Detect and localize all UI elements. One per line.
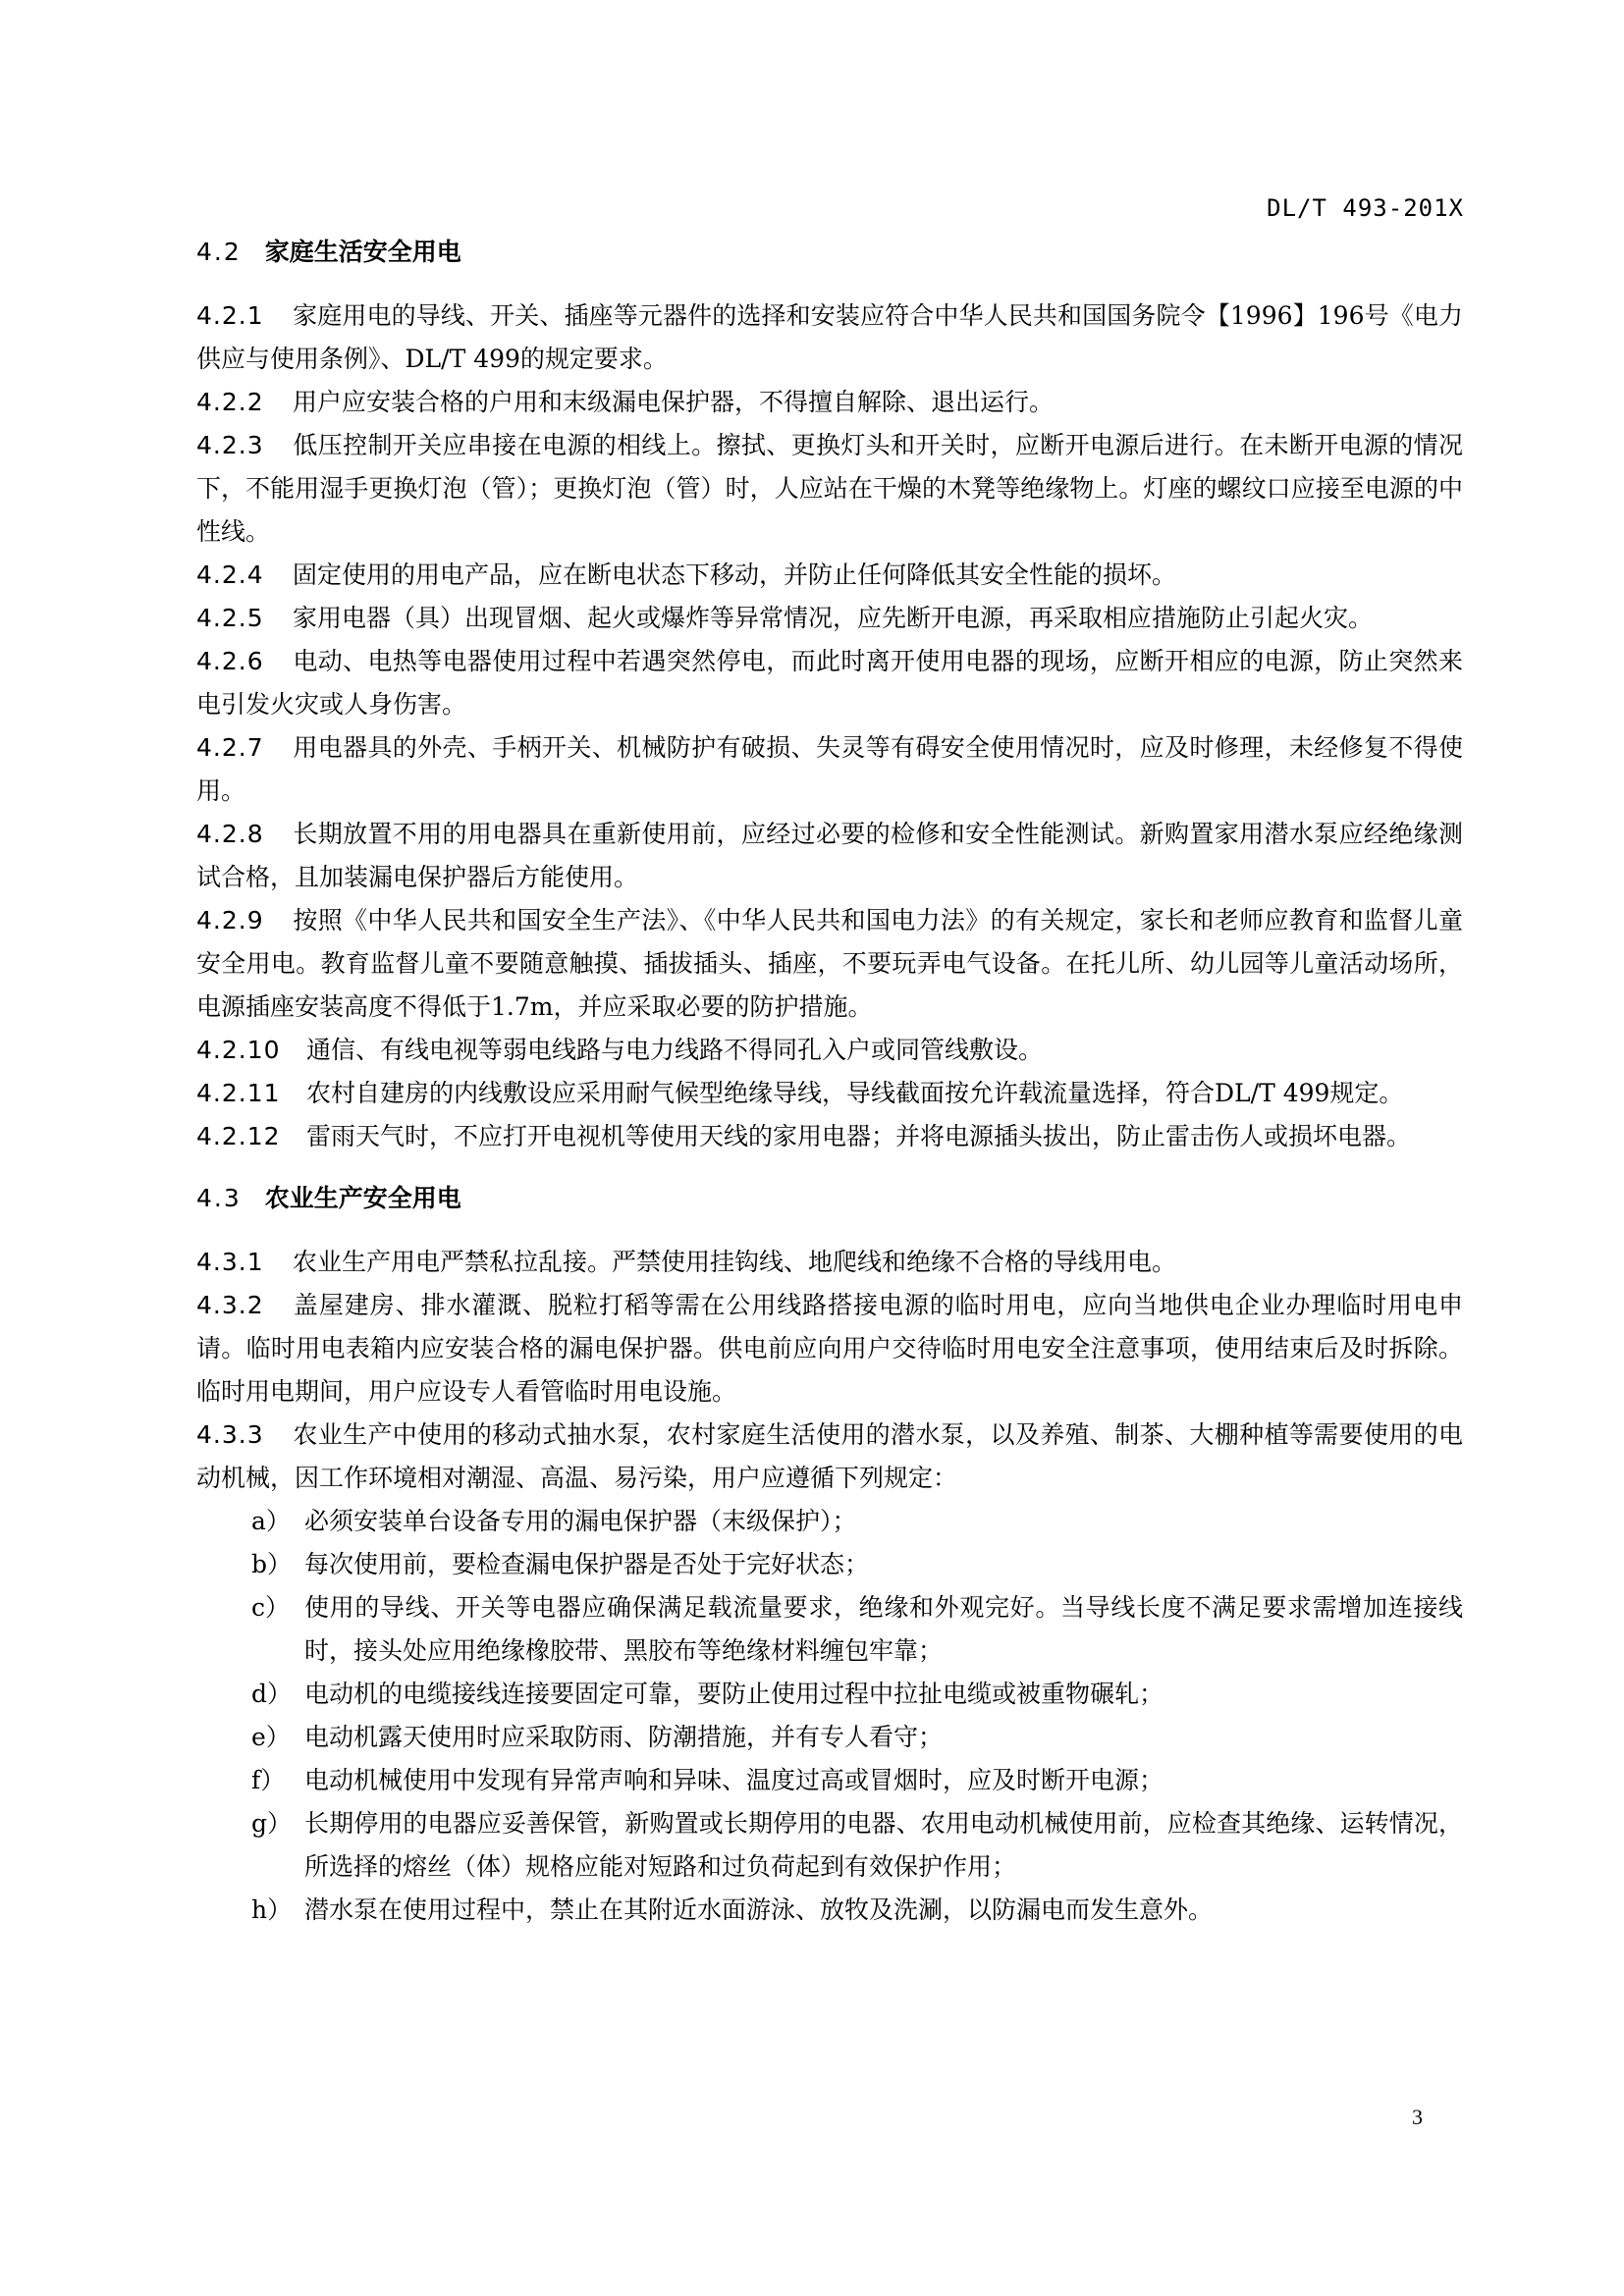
clause-4-2-11 — [196, 1072, 1463, 1115]
list-marker: c） — [251, 1593, 291, 1622]
list-item — [196, 1673, 1463, 1716]
page-number: 3 — [1412, 2105, 1423, 2129]
list-item — [196, 1802, 1463, 1889]
clause-4-2-5 — [196, 597, 1463, 640]
clause-text: 家用电器（具）出现冒烟、起火或爆炸等异常情况，应先断开电源，再采取相应措施防止引起火灾。 — [293, 604, 1374, 632]
clause-number: 4.2.10 — [196, 1036, 281, 1064]
clause-text: 农业生产用电严禁私拉乱接。严禁使用挂钩线、地爬线和绝缘不合格的导线用电。 — [293, 1248, 1177, 1276]
clause-text: 通信、有线电视等弱电线路与电力线路不得同孔入户或同管线敷设。 — [306, 1036, 1044, 1064]
list-text: 使用的导线、开关等电器应确保满足载流量要求，绝缘和外观完好。当导线长度不满足要求需增加连接线时，接头处应用绝缘橡胶带、黑胶布等绝缘材料缠包牢靠； — [304, 1593, 1463, 1665]
section-number: 4.2 — [196, 238, 242, 266]
list-text: 电动机露天使用时应采取防雨、防潮措施，并有专人看守； — [304, 1723, 944, 1751]
clause-text: 雷雨天气时，不应打开电视机等使用天线的家用电器；并将电源插头拔出，防止雷击伤人或损坏电器。 — [306, 1122, 1412, 1150]
clause-4-2-8 — [196, 813, 1463, 899]
list-marker: f） — [251, 1766, 286, 1794]
standard-code: DL/T 493-201X — [1267, 194, 1464, 222]
list-item — [196, 1543, 1463, 1586]
clause-text: 用电器具的外壳、手柄开关、机械防护有破损、失灵等有碍安全使用情况时，应及时修理，未经修复不得使用。 — [196, 733, 1463, 805]
clause-text: 用户应安装合格的户用和末级漏电保护器，不得擅自解除、退出运行。 — [293, 388, 1055, 416]
list-text: 每次使用前，要检查漏电保护器是否处于完好状态； — [304, 1550, 870, 1578]
list-marker: e） — [251, 1723, 291, 1751]
clause-4-2-6 — [196, 640, 1463, 726]
clause-text: 农村自建房的内线敷设应采用耐气候型绝缘导线，导线截面按允许载流量选择，符合DL/T 499规定。 — [306, 1079, 1404, 1107]
clause-number: 4.3.3 — [196, 1420, 264, 1449]
section-heading — [196, 232, 1463, 273]
list-text: 电动机械使用中发现有异常声响和异味、温度过高或冒烟时，应及时断开电源； — [304, 1766, 1164, 1794]
main-content — [196, 224, 1463, 1951]
section-heading — [196, 1178, 1463, 1219]
list-text: 长期停用的电器应妥善保管，新购置或长期停用的电器、农用电动机械使用前，应检查其绝缘、运转情况，所选择的熔丝（体）规格应能对短路和过负荷起到有效保护作用； — [304, 1809, 1463, 1881]
clause-text: 盖屋建房、排水灌溉、脱粒打稻等需在公用线路搭接电源的临时用电，应向当地供电企业办理临时用电申请。临时用电表箱内应安装合格的漏电保护器。供电前应向用户交待临时用电安全注意事项，使用结束后及时拆除。临时用电期间，用户应设专人看管临时用电设施。 — [196, 1291, 1463, 1406]
list-text: 潜水泵在使用过程中，禁止在其附近水面游泳、放牧及洗涮，以防漏电而发生意外。 — [304, 1896, 1214, 1924]
clause-4-2-7 — [196, 726, 1463, 813]
clause-4-3-3 — [196, 1414, 1463, 1500]
clause-number: 4.2.4 — [196, 561, 264, 589]
clause-4-3-2 — [196, 1284, 1463, 1414]
section-title: 家庭生活安全用电 — [264, 238, 461, 266]
section-number: 4.3 — [196, 1184, 242, 1212]
list-marker: g） — [251, 1809, 293, 1838]
list-text: 电动机的电缆接线连接要固定可靠，要防止使用过程中拉扯电缆或被重物碾轧； — [304, 1680, 1164, 1708]
clause-number: 4.2.8 — [196, 820, 264, 848]
clause-text: 电动、电热等电器使用过程中若遇突然停电，而此时离开使用电器的现场，应断开相应的电源，防止突然来电引发火灾或人身伤害。 — [196, 647, 1463, 719]
clause-4-2-4 — [196, 554, 1463, 597]
clause-4-3-1 — [196, 1241, 1463, 1284]
clause-4-2-12 — [196, 1115, 1463, 1158]
section-4-2 — [196, 232, 1463, 1158]
clause-4-2-10 — [196, 1029, 1463, 1072]
clause-number: 4.2.11 — [196, 1079, 281, 1107]
clause-number: 4.2.3 — [196, 431, 264, 459]
list-item — [196, 1500, 1463, 1543]
clause-4-2-1 — [196, 294, 1463, 381]
clause-text: 家庭用电的导线、开关、插座等元器件的选择和安装应符合中华人民共和国国务院令【1996】196号《电力供应与使用条例》、DL/T 499的规定要求。 — [196, 301, 1463, 373]
clause-number: 4.2.7 — [196, 733, 264, 762]
clause-4-2-2 — [196, 381, 1463, 424]
list-marker: h） — [251, 1896, 293, 1924]
list-text: 必须安装单台设备专用的漏电保护器（末级保护）； — [304, 1507, 857, 1535]
clause-number: 4.2.1 — [196, 301, 264, 330]
clause-text: 农业生产中使用的移动式抽水泵，农村家庭生活使用的潜水泵，以及养殖、制茶、大棚种植等需要使用的电动机械，因工作环境相对潮湿、高温、易污染，用户应遵循下列规定： — [196, 1420, 1463, 1492]
section-4-3 — [196, 1178, 1463, 1932]
list-item — [196, 1759, 1463, 1802]
list-item — [196, 1716, 1463, 1759]
clause-4-2-9 — [196, 899, 1463, 1029]
clause-number: 4.2.2 — [196, 388, 264, 416]
clause-number: 4.2.12 — [196, 1122, 281, 1150]
clause-text: 长期放置不用的用电器具在重新使用前，应经过必要的检修和安全性能测试。新购置家用潜水泵应经绝缘测试合格，且加装漏电保护器后方能使用。 — [196, 820, 1463, 891]
list-marker: d） — [251, 1680, 293, 1708]
clause-number: 4.2.9 — [196, 906, 264, 934]
list-marker: b） — [251, 1550, 293, 1578]
clause-number: 4.3.2 — [196, 1291, 264, 1319]
clause-4-2-3 — [196, 424, 1463, 554]
clause-text: 按照《中华人民共和国安全生产法》、《中华人民共和国电力法》的有关规定，家长和老师应教育和监督儿童安全用电。教育监督儿童不要随意触摸、插拔插头、插座，不要玩弄电气设备。在托儿所、幼儿园等儿童活动场所，电源插座安装高度不得低于1.7m，并应采取必要的防护措施。 — [196, 906, 1463, 1021]
clause-text: 固定使用的用电产品，应在断电状态下移动，并防止任何降低其安全性能的损坏。 — [293, 561, 1177, 589]
clause-text: 低压控制开关应串接在电源的相线上。擦拭、更换灯头和开关时，应断开电源后进行。在未断开电源的情况下，不能用湿手更换灯泡（管）；更换灯泡（管）时，人应站在干燥的木凳等绝缘物上。灯座的螺纹口应接至电源的中性线。 — [196, 431, 1463, 546]
clause-number: 4.3.1 — [196, 1248, 264, 1276]
clause-number: 4.2.6 — [196, 647, 264, 675]
list-item — [196, 1586, 1463, 1673]
clause-number: 4.2.5 — [196, 604, 264, 632]
section-title: 农业生产安全用电 — [264, 1184, 461, 1212]
list-item — [196, 1889, 1463, 1932]
requirement-list — [196, 1500, 1463, 1932]
list-marker: a） — [251, 1507, 291, 1535]
